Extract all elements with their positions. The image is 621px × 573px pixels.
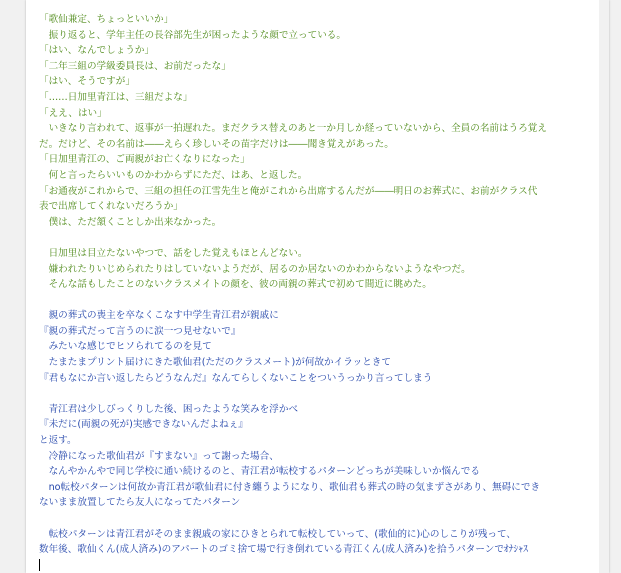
memo-line: 『未だに(両親の死が)実感できないんだよねぇ』 — [39, 419, 248, 431]
text-caret — [39, 559, 40, 571]
story-line: そんな話もしたことのないクラスメイトの顔を、彼の両親の葬式で初めて間近に眺めた。 — [39, 279, 432, 291]
section-spacer — [39, 293, 601, 309]
memo-line: no転校パターンは何故か青江君が歌仙君に付き纏うようになり、歌仙君も葬式の時の気まずさがあり、無碍にでき — [39, 481, 541, 493]
memo-line: 数年後、歌仙くん(成人済み)のアパートのゴミ捨て場で行き倒れている青江くん(成人済み)を拾うパターンでｵﾅｼｬｽ — [39, 544, 528, 556]
story-line: 僕は、ただ頷くことしか出来なかった。 — [39, 216, 222, 228]
story-line: 「歌仙兼定、ちょっといいか」 — [39, 14, 174, 25]
memo-line: みたいな感じでヒソられてるのを見て — [39, 341, 212, 353]
blank-line — [39, 230, 601, 246]
memo-line: たまたまプリント届けにきた歌仙君(ただのクラスメート)が何故かイラッときて — [39, 357, 391, 369]
memo-section — [39, 308, 601, 558]
story-line: 「日加里青江の、ご両親がお亡くなりになった」 — [39, 154, 250, 166]
memo-line: 親の葬式の喪主を卒なくこなす中学生青江君が親戚に — [39, 310, 279, 322]
document-text-area[interactable] — [39, 12, 601, 573]
story-line: 表で出席してくれないだろうか」 — [39, 201, 183, 213]
story-line: いきなり言われて、返事が一拍遅れた。まだクラス替えのあと一か月しか経っていないから、全員の名前はうろ覚え — [39, 123, 547, 135]
story-line: 何と言ったらいいものかわからずにただ、はあ、と返した。 — [39, 169, 308, 181]
story-line: 「はい、なんでしょうか」 — [39, 45, 155, 57]
memo-line: ないまま放置してたら友人になってたパターン — [39, 497, 241, 509]
story-line: 振り返ると、学年主任の長谷部先生が困ったような顔で立っている。 — [39, 29, 346, 41]
story-line: 「二年三組の学級委員長は、お前だったな」 — [39, 60, 231, 72]
memo-line: 『君もなにか言い返したらどうなんだ』なんてらしくないことをついうっかり言ってしまう — [39, 372, 433, 384]
document-page[interactable] — [26, 0, 609, 573]
cursor-line[interactable] — [39, 558, 601, 573]
blank-line — [39, 511, 601, 527]
memo-line: なんやかんやで同じ学校に通い続けるのと、青江君が転校するパターンどっちが美味しいか悩んでる — [39, 466, 480, 478]
memo-line: 転校パターンは青江君がそのまま親戚の家にひきとられて転校していって、(歌仙的に)心のしこりが残って、 — [39, 528, 517, 540]
story-line: 日加里は目立たないやつで、話をした覚えもほとんどない。 — [39, 247, 308, 259]
memo-line: 青江君は少しびっくりした後、困ったような笑みを浮かべ — [39, 403, 299, 415]
story-line: 「お通夜がこれからで、三組の担任の江雪先生と俺がこれから出席するんだが――明日のお葬式に、お前がクラス代 — [39, 185, 538, 197]
story-line: 嫌われたりいじめられたりはしていないようだが、居るのか居ないのかわからないようなやつだ。 — [39, 263, 471, 275]
story-section — [39, 12, 601, 293]
story-line: 「ええ、はい」 — [39, 107, 107, 119]
story-line: 「……日加里青江は、三組だよな」 — [39, 91, 193, 103]
story-line: 「はい、そうですが」 — [39, 76, 135, 88]
blank-line — [39, 386, 601, 402]
memo-line: 『親の葬式だって言うのに涙一つ見せないで』 — [39, 325, 241, 337]
memo-line: と返す。 — [39, 435, 77, 447]
story-line: だ。だけど、その名前は――えらく珍しいその苗字だけは――聞き覚えがあった。 — [39, 138, 394, 150]
memo-line: 冷静になった歌仙君が『すまない』って謝った場合、 — [39, 450, 279, 462]
